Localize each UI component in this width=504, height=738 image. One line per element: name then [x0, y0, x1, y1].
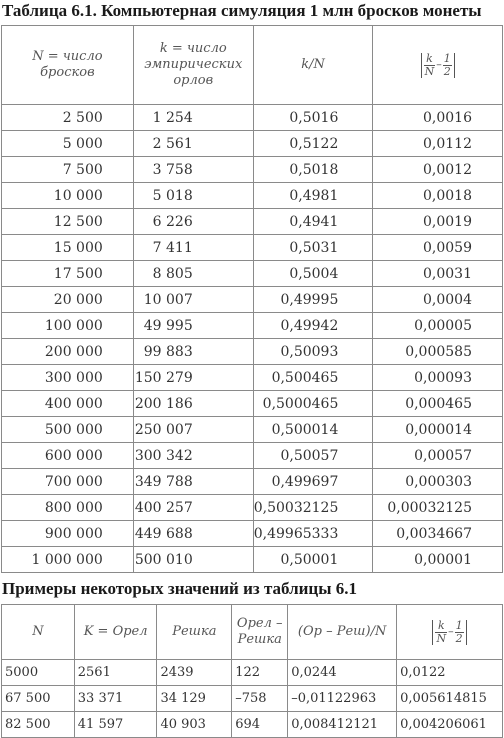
table-cell: 0,50001: [253, 547, 373, 573]
table-cell: 6 226: [133, 209, 253, 235]
table-cell: 0,5004: [253, 261, 373, 287]
examples-row: [2, 686, 503, 712]
table-cell: 100 000: [2, 313, 134, 339]
examples-cell: 694: [232, 712, 288, 738]
table-cell: 15 000: [2, 235, 134, 261]
table-cell: 5 018: [133, 183, 253, 209]
examples-cell: 67 500: [2, 686, 75, 712]
table-cell: 0,000465: [373, 391, 503, 417]
table-cell: 400 257: [133, 495, 253, 521]
table-row: [2, 417, 503, 443]
table-cell: 700 000: [2, 469, 134, 495]
table-row: [2, 495, 503, 521]
table-cell: 0,500014: [253, 417, 373, 443]
table-cell: 0,0019: [373, 209, 503, 235]
table-cell: 0,000014: [373, 417, 503, 443]
table-cell: 0,49965333: [253, 521, 373, 547]
table-row: [2, 547, 503, 573]
examples-cell: 33 371: [74, 686, 157, 712]
table-cell: 12 500: [2, 209, 134, 235]
table-cell: 0,0004: [373, 287, 503, 313]
examples-cell: 0,0244: [288, 660, 397, 686]
table-cell: 0,5031: [253, 235, 373, 261]
table-cell: 449 688: [133, 521, 253, 547]
examples-cell: 40 903: [157, 712, 232, 738]
examples-header-row: [2, 605, 503, 660]
header-k-over-n: k/N: [253, 26, 373, 105]
table-cell: 200 000: [2, 339, 134, 365]
table-cell: 2 561: [133, 131, 253, 157]
table-cell: 0,0112: [373, 131, 503, 157]
table-cell: 99 883: [133, 339, 253, 365]
table-cell: 0,000585: [373, 339, 503, 365]
table-cell: 0,50057: [253, 443, 373, 469]
table-cell: 300 000: [2, 365, 134, 391]
table-cell: 0,5000465: [253, 391, 373, 417]
table-cell: 0,5018: [253, 157, 373, 183]
examples-cell: 0,004206061: [397, 712, 503, 738]
examples-row: [2, 660, 503, 686]
table-row: [2, 521, 503, 547]
table-cell: 0,50093: [253, 339, 373, 365]
table-cell: 1 254: [133, 105, 253, 131]
table-row: [2, 105, 503, 131]
table-cell: 0,00093: [373, 365, 503, 391]
table-cell: 150 279: [133, 365, 253, 391]
examples-cell: –758: [232, 686, 288, 712]
coin-toss-table: [1, 25, 503, 573]
table-row: [2, 313, 503, 339]
examples-cell: 82 500: [2, 712, 75, 738]
table-cell: 0,0018: [373, 183, 503, 209]
table-cell: 500 000: [2, 417, 134, 443]
table-cell: 400 000: [2, 391, 134, 417]
ex-abs-deviation-formula: $\frac{k}{N}$ – $\frac{1}{2}$: [432, 620, 466, 645]
table-cell: 600 000: [2, 443, 134, 469]
examples-cell: 0,0122: [397, 660, 503, 686]
table-cell: 0,00032125: [373, 495, 503, 521]
table-cell: 0,00005: [373, 313, 503, 339]
table-cell: 7 500: [2, 157, 134, 183]
examples-cell: 41 597: [74, 712, 157, 738]
table-row: [2, 443, 503, 469]
header-abs-deviation: [373, 26, 503, 105]
table-cell: 49 995: [133, 313, 253, 339]
table-cell: 0,50032125: [253, 495, 373, 521]
table-cell: 200 186: [133, 391, 253, 417]
table-row: [2, 287, 503, 313]
table-cell: 0,0012: [373, 157, 503, 183]
table-cell: 0,5122: [253, 131, 373, 157]
ex-header-abs-deviation: [397, 605, 503, 660]
table-cell: 0,499697: [253, 469, 373, 495]
ex-header-tails: Решка: [157, 605, 232, 660]
table-body: [2, 105, 503, 573]
table-cell: 5 000: [2, 131, 134, 157]
table-header-row: [2, 26, 503, 105]
table-row: [2, 339, 503, 365]
table-row: [2, 365, 503, 391]
table-title: Таблица 6.1. Компьютерная симуляция 1 млн бросков монеты: [2, 1, 482, 20]
table-cell: 1 000 000: [2, 547, 134, 573]
examples-cell: 0,005614815: [397, 686, 503, 712]
table-cell: 0,500465: [253, 365, 373, 391]
ex-header-heads: K = Орел: [74, 605, 157, 660]
table-cell: 0,49942: [253, 313, 373, 339]
table-cell: 500 010: [133, 547, 253, 573]
table-cell: 0,0034667: [373, 521, 503, 547]
table-cell: 20 000: [2, 287, 134, 313]
examples-body: [2, 660, 503, 738]
examples-table: [1, 604, 503, 738]
table-cell: 800 000: [2, 495, 134, 521]
examples-cell: –0,01122963: [288, 686, 397, 712]
table-cell: 10 000: [2, 183, 134, 209]
table-row: [2, 157, 503, 183]
table-cell: 349 788: [133, 469, 253, 495]
table-cell: 8 805: [133, 261, 253, 287]
table-cell: 250 007: [133, 417, 253, 443]
table-cell: 7 411: [133, 235, 253, 261]
ex-header-ratio: (Ор – Реш)/N: [288, 605, 397, 660]
table-row: [2, 391, 503, 417]
table-row: [2, 235, 503, 261]
examples-title: Примеры некоторых значений из таблицы 6.1: [2, 579, 357, 598]
examples-cell: 122: [232, 660, 288, 686]
header-k: k = число эмпирических орлов: [133, 26, 253, 105]
table-cell: 2 500: [2, 105, 134, 131]
examples-cell: 34 129: [157, 686, 232, 712]
table-cell: 17 500: [2, 261, 134, 287]
table-cell: 0,000303: [373, 469, 503, 495]
examples-cell: 0,008412121: [288, 712, 397, 738]
examples-cell: 2561: [74, 660, 157, 686]
header-n: N = число бросков: [2, 26, 134, 105]
table-cell: 0,49995: [253, 287, 373, 313]
abs-deviation-formula: $\frac{k}{N}$ – $\frac{1}{2}$: [421, 53, 455, 78]
table-row: [2, 131, 503, 157]
table-cell: 0,00001: [373, 547, 503, 573]
table-cell: 0,4941: [253, 209, 373, 235]
table-cell: 0,4981: [253, 183, 373, 209]
table-cell: 0,0059: [373, 235, 503, 261]
table-cell: 0,0016: [373, 105, 503, 131]
table-row: [2, 261, 503, 287]
table-cell: 0,0031: [373, 261, 503, 287]
table-cell: 3 758: [133, 157, 253, 183]
ex-header-diff: Орел – Решка: [232, 605, 288, 660]
ex-header-n: N: [2, 605, 75, 660]
table-row: [2, 183, 503, 209]
table-cell: 900 000: [2, 521, 134, 547]
table-cell: 0,5016: [253, 105, 373, 131]
examples-cell: 2439: [157, 660, 232, 686]
table-cell: 0,00057: [373, 443, 503, 469]
table-cell: 10 007: [133, 287, 253, 313]
table-row: [2, 469, 503, 495]
examples-cell: 5000: [2, 660, 75, 686]
table-row: [2, 209, 503, 235]
table-cell: 300 342: [133, 443, 253, 469]
